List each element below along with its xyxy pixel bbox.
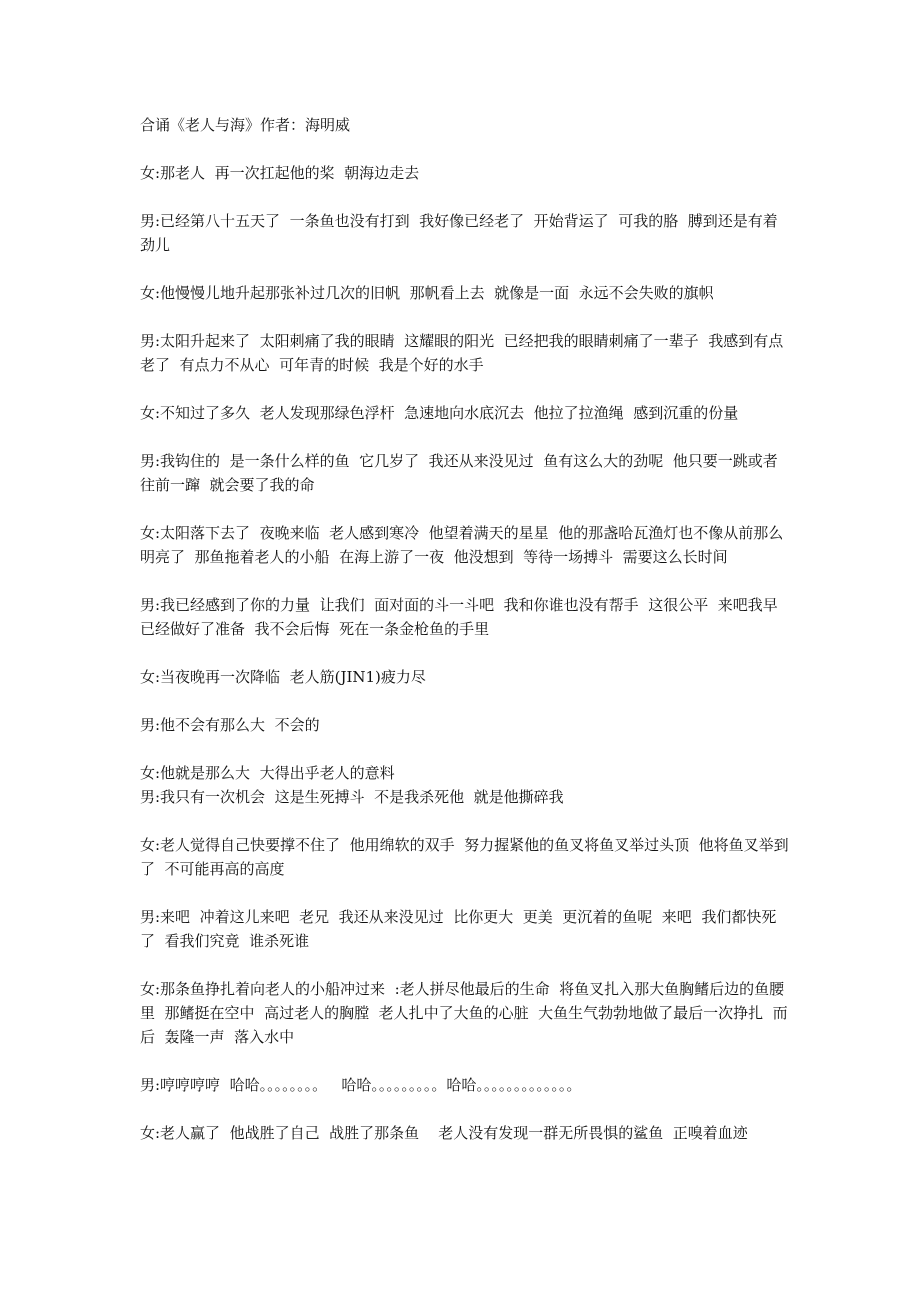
paragraph-male-5: 男:他不会有那么大 不会的 xyxy=(140,716,320,734)
paragraph-female-5: 女:当夜晚再一次降临 老人筋(JIN1)疲力尽 xyxy=(140,668,426,686)
paragraph-female-8: 女:那条鱼挣扎着向老人的小船冲过来 :老人拼尽他最后的生命 将鱼叉扎入那大鱼胸鳍后边的鱼腰里 那鳍挺在空中 高过老人的胸膛 老人扎中了大鱼的心脏 大鱼生气勃勃地做了最后一次挣扎 而后 轰隆一声 落入水中 xyxy=(140,980,788,1046)
paragraph-female-4: 女:太阳落下去了 夜晚来临 老人感到寒冷 他望着满天的星星 他的那盏哈瓦渔灯也不像从前那么明亮了 那鱼拖着老人的小船 在海上游了一夜 他没想到 等待一场搏斗 需要这么长时间 xyxy=(140,524,784,566)
paragraph-female-1: 女:那老人 再一次扛起他的桨 朝海边走去 xyxy=(140,164,420,182)
paragraph-female-3: 女:不知过了多久 老人发现那绿色浮杆 急速地向水底沉去 他拉了拉渔绳 感到沉重的份量 xyxy=(140,404,739,422)
paragraph-female-6: 女:他就是那么大 大得出乎老人的意料 xyxy=(140,764,395,782)
paragraph-male-1: 男:已经第八十五天了 一条鱼也没有打到 我好像已经老了 开始背运了 可我的胳 膊到还是有着劲儿 xyxy=(140,212,778,254)
paragraph-male-7: 男:来吧 冲着这儿来吧 老兄 我还从来没见过 比你更大 更美 更沉着的鱼呢 来吧 我们都快死了 看我们究竟 谁杀死谁 xyxy=(140,908,777,950)
document-page xyxy=(140,113,790,1169)
paragraph-male-3: 男:我钩住的 是一条什么样的鱼 它几岁了 我还从来没见过 鱼有这么大的劲呢 他只要一跳或者往前一蹿 就会要了我的命 xyxy=(140,452,778,494)
paragraph-female-7: 女:老人觉得自己快要撑不住了 他用绵软的双手 努力握紧他的鱼叉将鱼叉举过头顶 他将鱼叉举到了 不可能再高的高度 xyxy=(140,836,789,878)
paragraph-male-4: 男:我已经感到了你的力量 让我们 面对面的斗一斗吧 我和你谁也没有帮手 这很公平 来吧我早已经做好了准备 我不会后悔 死在一条金枪鱼的手里 xyxy=(140,596,778,638)
paragraph-male-2: 男:太阳升起来了 太阳刺痛了我的眼睛 这耀眼的阳光 已经把我的眼睛刺痛了一辈子 我感到有点老了 有点力不从心 可年青的时候 我是个好的水手 xyxy=(140,332,784,374)
paragraph-female-2: 女:他慢慢儿地升起那张补过几次的旧帆 那帆看上去 就像是一面 永远不会失败的旗帜 xyxy=(140,284,714,302)
paragraph-male-6: 男:我只有一次机会 这是生死搏斗 不是我杀死他 就是他撕碎我 xyxy=(140,788,564,806)
paragraph-male-8: 男:哼哼哼哼 哈哈。。。。。。。。 哈哈。。。。。。。。。哈哈。。。。。。。。。。。。。 xyxy=(140,1076,582,1094)
paragraph-female-9: 女:老人赢了 他战胜了自己 战胜了那条鱼 老人没有发现一群无所畏惧的鲨鱼 正嗅着血迹 xyxy=(140,1124,748,1142)
document-title: 合诵《老人与海》作者：海明威 xyxy=(140,116,351,134)
